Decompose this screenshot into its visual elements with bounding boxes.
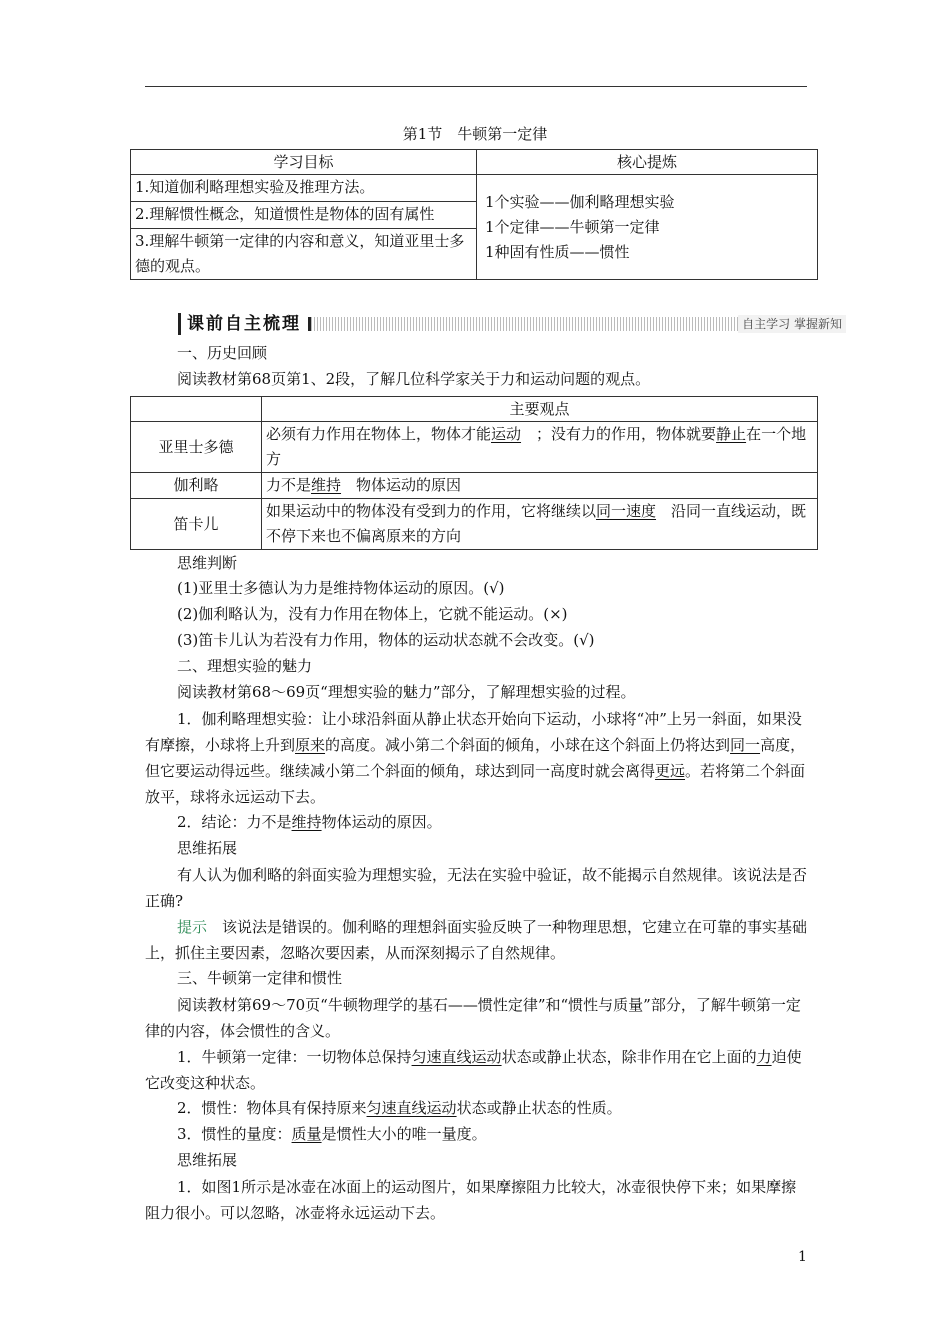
subheading: 思维判断 [177, 554, 238, 572]
learning-goals-table [130, 149, 818, 280]
viewpoint-cell: 如果运动中的物体没有受到力的作用，它将继续以同一速度 沿同一直线运动，既不停下来也不偏离原来的方向 [262, 499, 818, 550]
hint-paragraph: 提示 该说法是错误的。伽利略的理想斜面实验反映了一种物理思想，它建立在可靠的事实基础上，抓住主要因素，忽略次要因素，从而深刻揭示了自然规律。 [145, 918, 808, 962]
judgement-item: (3)笛卡儿认为若没有力作用，物体的运动状态就不会改变。(√) [177, 631, 595, 649]
answer-blank: 力 [756, 1048, 772, 1066]
answer-blank: 更远 [655, 762, 686, 780]
paragraph: 2．惯性：物体具有保持原来匀速直线运动状态或静止状态的性质。 [177, 1099, 622, 1117]
viewpoint-header: 主要观点 [262, 397, 818, 422]
core-item: 1种固有性质——惯性 [485, 242, 630, 261]
scientist-name: 伽利略 [131, 473, 262, 499]
answer-blank: 原来 [295, 736, 326, 754]
hint-label: 提示 [177, 918, 208, 936]
paragraph: 3．惯性的量度：质量是惯性大小的唯一量度。 [177, 1125, 487, 1143]
core-header: 核心提炼 [477, 150, 818, 175]
answer-blank: 静止 [716, 425, 747, 443]
goals-header: 学习目标 [131, 150, 477, 175]
paragraph: 阅读教材第68页第1、2段，了解几位科学家关于力和运动问题的观点。 [177, 370, 651, 388]
core-summary-cell [477, 175, 818, 280]
answer-blank: 匀速直线运动 [366, 1099, 457, 1117]
goal-item: 1.知道伽利略理想实验及推理方法。 [131, 175, 477, 202]
core-item: 1个实验——伽利略理想实验 [485, 192, 675, 211]
answer-blank: 质量 [291, 1125, 322, 1143]
answer-blank: 同一 [730, 736, 761, 754]
paragraph: 有人认为伽利略的斜面实验为理想实验，无法在实验中验证，故不能揭示自然规律。该说法是否正确? [145, 866, 808, 910]
viewpoint-cell: 力不是维持 物体运动的原因 [262, 473, 818, 499]
subheading: 思维拓展 [177, 839, 238, 857]
section-banner [178, 313, 848, 335]
banner-subtitle: 自主学习 掌握新知 [738, 315, 846, 333]
answer-blank: 匀速直线运动 [411, 1048, 502, 1066]
judgement-item: (1)亚里士多德认为力是维持物体运动的原因。(√) [177, 579, 505, 597]
paragraph: 阅读教材第69～70页“牛顿物理学的基石——惯性定律”和“惯性与质量”部分，了解牛顿第一定律的内容，体会惯性的含义。 [145, 996, 801, 1040]
goal-item: 2.理解惯性概念，知道惯性是物体的固有属性 [131, 202, 477, 229]
answer-blank: 运动 [491, 425, 522, 443]
section-heading: 二、理想实验的魅力 [177, 657, 313, 675]
paragraph: 阅读教材第68～69页“理想实验的魅力”部分，了解理想实验的过程。 [177, 683, 636, 701]
header-rule [145, 86, 807, 87]
page-number: 1 [798, 1249, 807, 1265]
paragraph: 1．伽利略理想实验：让小球沿斜面从静止状态开始向下运动，小球将“冲”上另一斜面，如果没有摩擦，小球将上升到原来的高度。减小第二个斜面的倾角，小球在这个斜面上仍将达到同一高度，但它要运动得远些。继续减小第二个斜面的倾角，球达到同一高度时就会离得更远。若将第二个斜面放平，球将永远运动下去。 [145, 710, 806, 806]
viewpoints-table [130, 396, 818, 550]
section-heading: 一、历史回顾 [177, 344, 268, 362]
paragraph: 1．牛顿第一定律：一切物体总保持匀速直线运动状态或静止状态，除非作用在它上面的力迫使它改变这种状态。 [145, 1048, 802, 1092]
paragraph: 2．结论：力不是维持物体运动的原因。 [177, 813, 442, 831]
answer-blank: 同一速度 [596, 502, 657, 520]
subheading: 思维拓展 [177, 1151, 238, 1169]
core-item: 1个定律——牛顿第一定律 [485, 217, 660, 236]
viewpoint-cell: 必须有力作用在物体上，物体才能运动 ；没有力的作用，物体就要静止在一个地方 [262, 422, 818, 473]
page-title: 第1节 牛顿第一定律 [402, 125, 548, 143]
name-header [131, 397, 262, 422]
answer-blank: 维持 [291, 813, 322, 831]
section-heading: 三、牛顿第一定律和惯性 [177, 969, 343, 987]
judgement-item: (2)伽利略认为，没有力作用在物体上，它就不能运动。(×) [177, 605, 568, 623]
scientist-name: 笛卡儿 [131, 499, 262, 550]
goal-item: 3.理解牛顿第一定律的内容和意义，知道亚里士多德的观点。 [131, 229, 477, 280]
scientist-name: 亚里士多德 [131, 422, 262, 473]
answer-blank: 维持 [311, 476, 342, 494]
paragraph: 1．如图1所示是冰壶在冰面上的运动图片，如果摩擦阻力比较大，冰壶很快停下来；如果摩擦阻力很小。可以忽略，冰壶将永远运动下去。 [145, 1178, 797, 1222]
banner-label: 课前自主梳理 [178, 313, 307, 335]
